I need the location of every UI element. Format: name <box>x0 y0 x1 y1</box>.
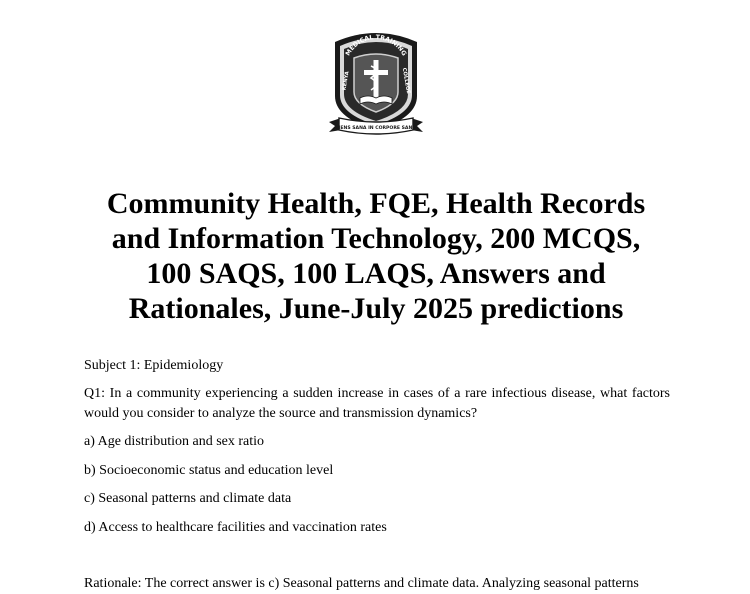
logo-left-text: KENYA <box>341 70 351 91</box>
logo-motto: MENS SANA IN CORPORE SANO <box>335 126 417 131</box>
logo-top-text: MEDICAL TRAINING <box>344 34 408 58</box>
subject-heading: Subject 1: Epidemiology <box>84 358 224 373</box>
title-line: and Information Technology, 200 MCQS, <box>111 222 641 255</box>
title-line: 100 SAQS, 100 LAQS, Answers and <box>146 257 606 290</box>
option-a: a) Age distribution and sex ratio <box>84 434 265 449</box>
title-line: Community Health, FQE, Health Records <box>106 187 646 220</box>
rationale-text: Rationale: The correct answer is c) Seasonal patterns and climate data. Analyzing seasonal patterns <box>84 576 639 591</box>
option-d: d) Access to healthcare facilities and vaccination rates <box>84 520 387 535</box>
college-logo <box>327 26 425 136</box>
question-text: Q1: In a community experiencing a sudden increase in cases of a rare infectious disease, what factors would you consider to analyze the source and transmission dynamics? <box>84 386 670 421</box>
document-title <box>60 186 692 326</box>
option-b: b) Socioeconomic status and education level <box>84 463 334 478</box>
title-line: Rationales, June-July 2025 predictions <box>128 292 624 325</box>
kmtc-crest-icon <box>327 26 425 136</box>
option-c: c) Seasonal patterns and climate data <box>84 491 292 506</box>
logo-right-text: COLLEGE <box>400 67 412 95</box>
